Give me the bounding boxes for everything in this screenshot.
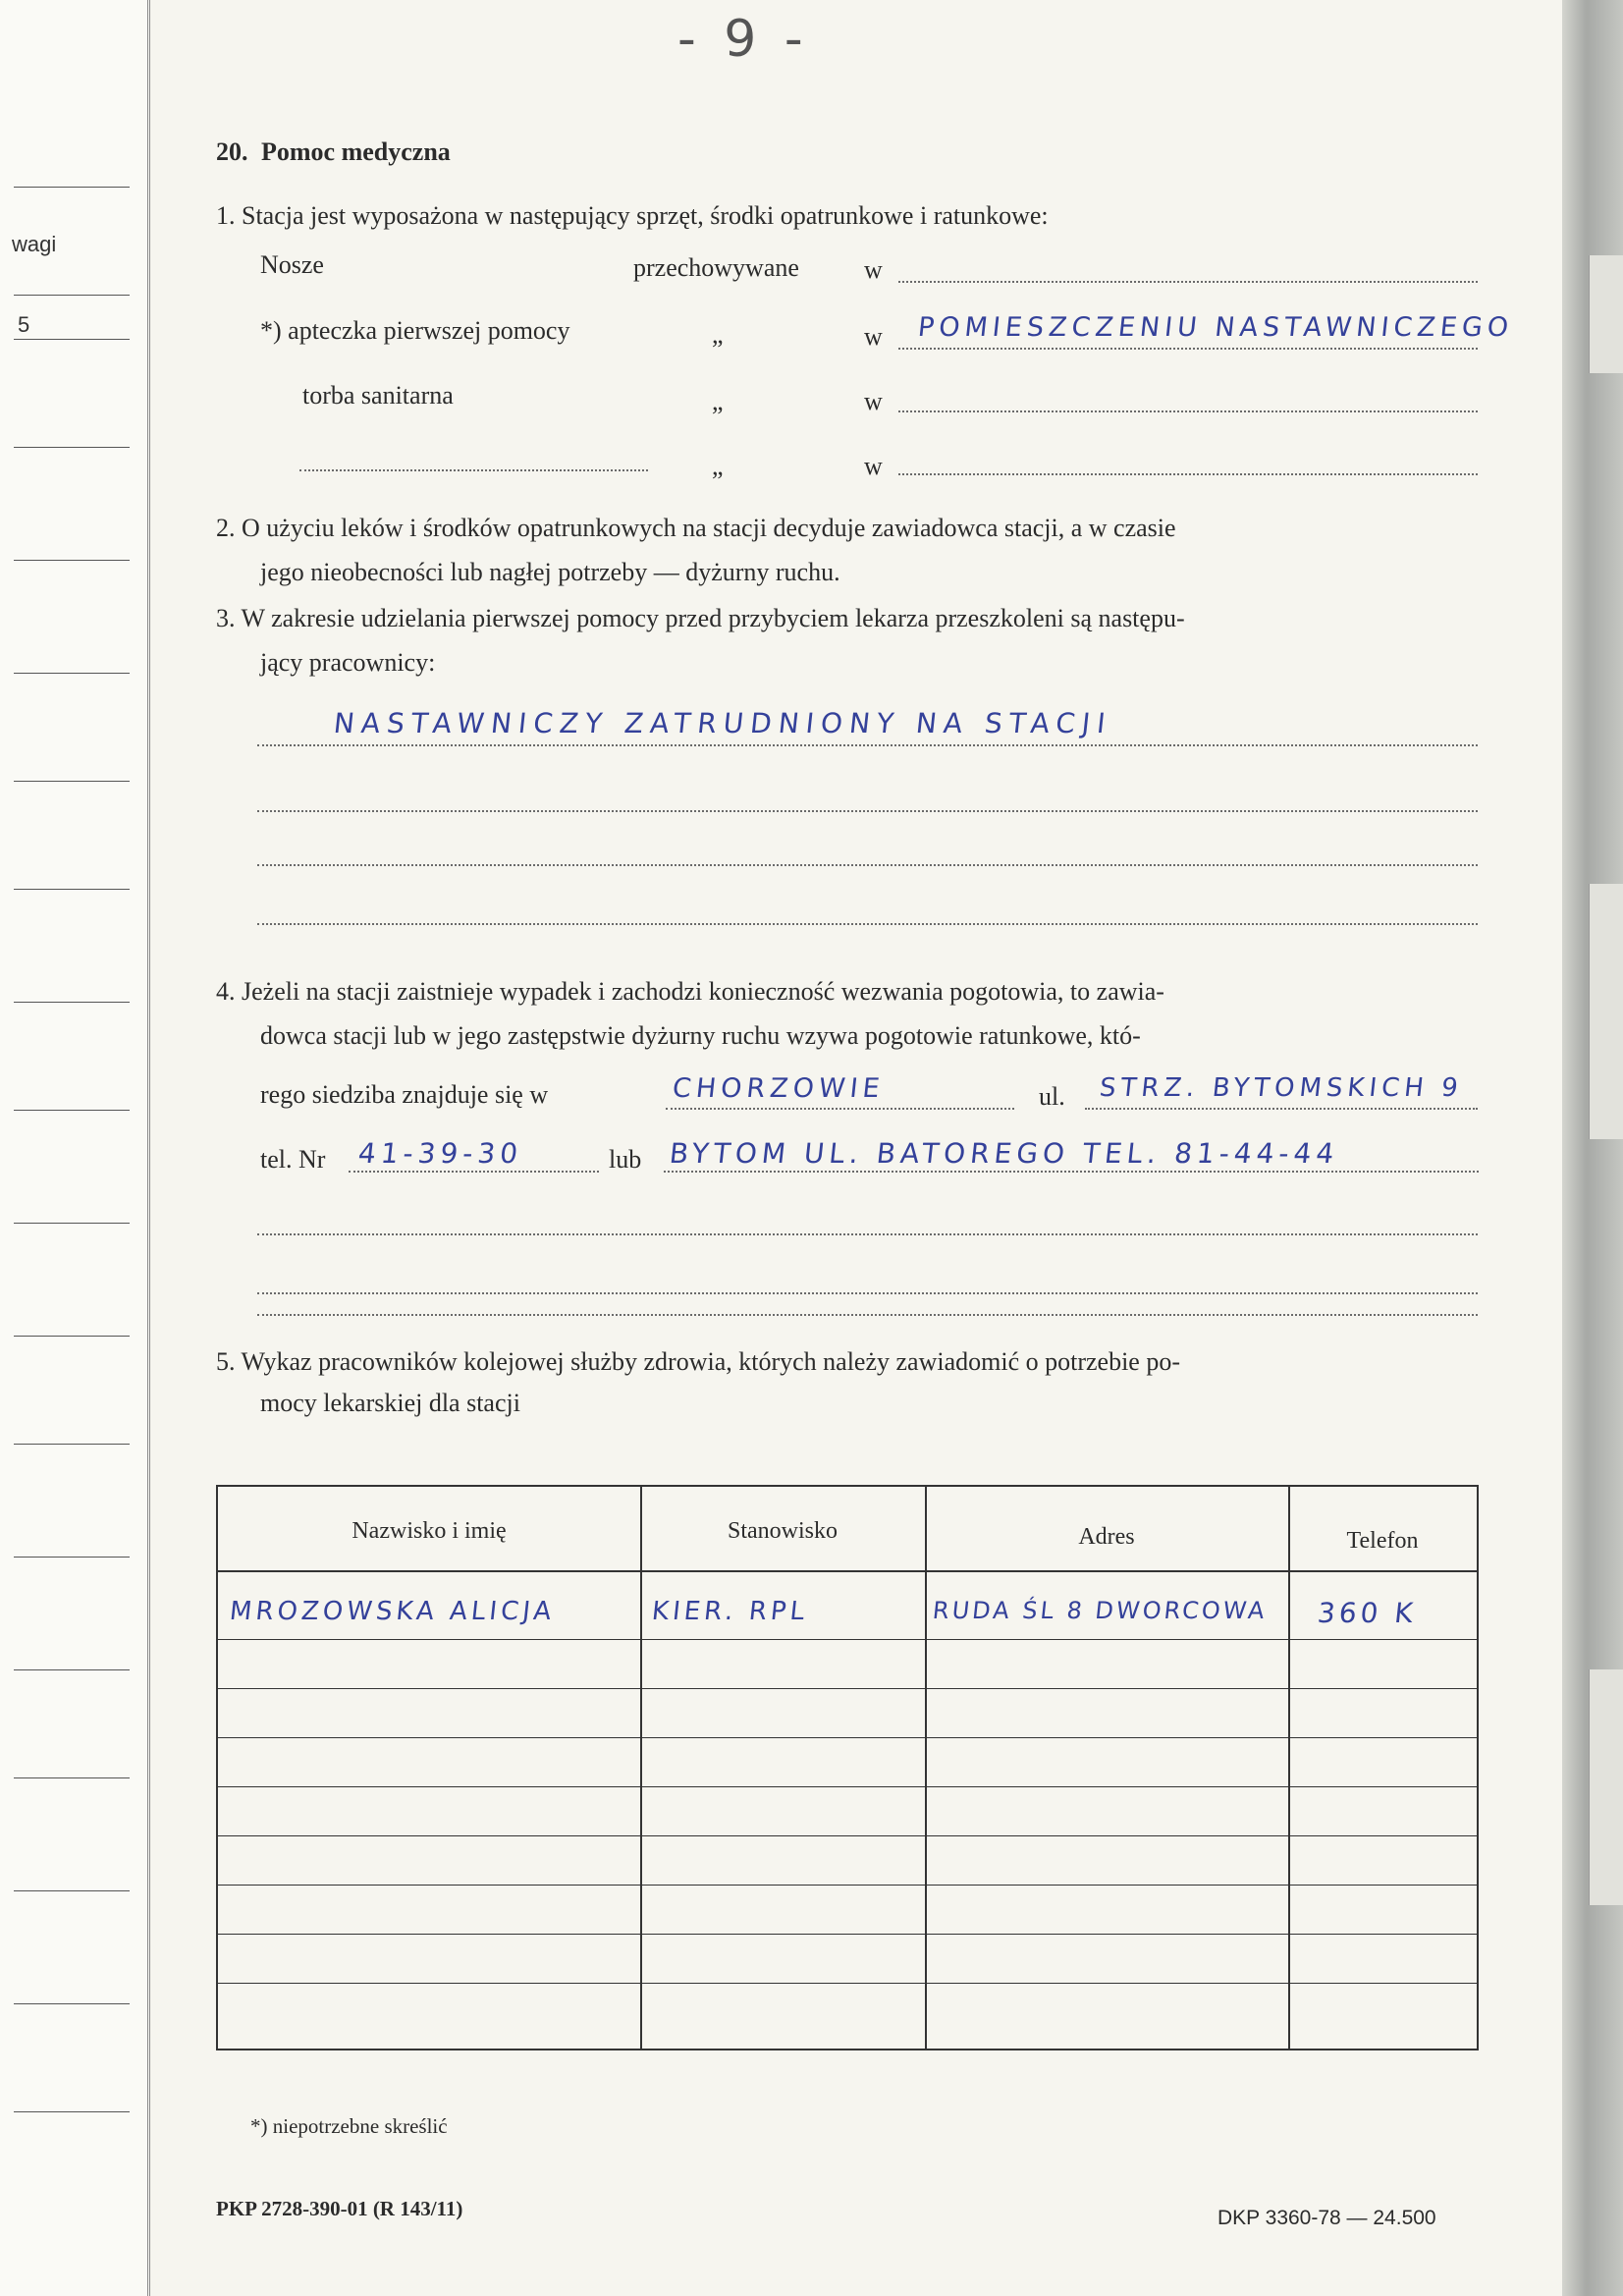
page-number: - 9 - xyxy=(677,10,809,69)
footer-form-code: PKP 2728-390-01 (R 143/11) xyxy=(216,2197,463,2220)
table-header-phone: Telefon xyxy=(1346,1528,1419,1554)
item4-line2: dowca stacji lub w jego zastępstwie dyżurny ruchu wzywa pogotowie ratunkowe, któ- xyxy=(260,1021,1141,1050)
section-title: Pomoc medyczna xyxy=(261,137,451,166)
item1-row1-w: w xyxy=(864,255,883,284)
staff-table xyxy=(216,1485,1479,2050)
item5-line2: mocy lekarskiej dla stacji xyxy=(260,1389,520,1417)
item1-row3-name: torba sanitarna xyxy=(302,381,454,410)
binder-edge xyxy=(1562,0,1623,2296)
table-header-position: Stanowisko xyxy=(727,1518,838,1544)
item2-line1: 2. O użyciu leków i środków opatrunkowych na stacji decyduje zawiadowca stacji, a w czasie xyxy=(216,514,1176,542)
item3-line2: jący pracownicy: xyxy=(260,648,436,677)
item4-or-label: lub xyxy=(609,1145,642,1174)
item4-tel-value: 41-39-30 xyxy=(356,1137,524,1170)
item1-row2-mid: „ xyxy=(712,320,724,349)
item2-line2: jego nieobecności lub nagłej potrzeby — dyżurny ruchu. xyxy=(260,558,840,586)
item4-seat-city: CHORZOWIE xyxy=(671,1073,887,1104)
item1-row2-value: POMIESZCZENIU NASTAWNICZEGO xyxy=(916,312,1515,343)
item1-row1-name: Nosze xyxy=(260,250,324,279)
item1-row3-w: w xyxy=(864,387,883,415)
item3-answer: NASTAWNICZY ZATRUDNIONY NA STACJI xyxy=(332,707,1114,739)
table-header-address: Adres xyxy=(1078,1524,1135,1550)
item1-row4-mid: „ xyxy=(712,452,724,480)
item4-street-label: ul. xyxy=(1039,1082,1065,1111)
margin-label-number: 5 xyxy=(18,312,30,337)
table-header-name: Nazwisko i imię xyxy=(352,1518,507,1544)
item4-line3-prefix: rego siedziba znajduje się w xyxy=(260,1080,549,1109)
item4-tel-label: tel. Nr xyxy=(260,1145,326,1174)
margin-label-wagi: wagi xyxy=(12,232,57,256)
item1-row4-w: w xyxy=(864,452,883,480)
item4-alt: BYTOM UL. BATOREGO TEL. 81-44-44 xyxy=(668,1137,1341,1170)
section-number: 20. xyxy=(216,137,248,166)
item1-intro: 1. Stacja jest wyposażona w następujący sprzęt, środki opatrunkowe i ratunkowe: xyxy=(216,201,1049,230)
item1-row1-mid: przechowywane xyxy=(633,253,799,282)
item4-street: STRZ. BYTOMSKICH 9 xyxy=(1098,1073,1465,1103)
table-row1-position: KIER. RPL xyxy=(650,1597,810,1626)
footer-print-code: DKP 3360-78 — 24.500 xyxy=(1217,2207,1436,2229)
item3-line1: 3. W zakresie udzielania pierwszej pomocy przed przybyciem lekarza przeszkoleni są następu- xyxy=(216,604,1185,632)
item1-row2-w: w xyxy=(864,322,883,351)
previous-page-margin xyxy=(0,0,150,2296)
footnote: *) niepotrzebne skreślić xyxy=(250,2114,448,2138)
item5-line1: 5. Wykaz pracowników kolejowej służby zdrowia, których należy zawiadomić o potrzebie po- xyxy=(216,1347,1181,1376)
item4-line1: 4. Jeżeli na stacji zaistnieje wypadek i zachodzi konieczność wezwania pogotowia, to zawia- xyxy=(216,977,1164,1006)
table-row1-address: RUDA ŚL 8 DWORCOWA xyxy=(931,1597,1270,1624)
table-row1-name: MROZOWSKA ALICJA xyxy=(228,1597,557,1626)
item1-row2-name: *) apteczka pierwszej pomocy xyxy=(260,316,570,345)
item1-row3-mid: „ xyxy=(712,387,724,415)
table-row1-phone: 360 K xyxy=(1316,1597,1419,1629)
